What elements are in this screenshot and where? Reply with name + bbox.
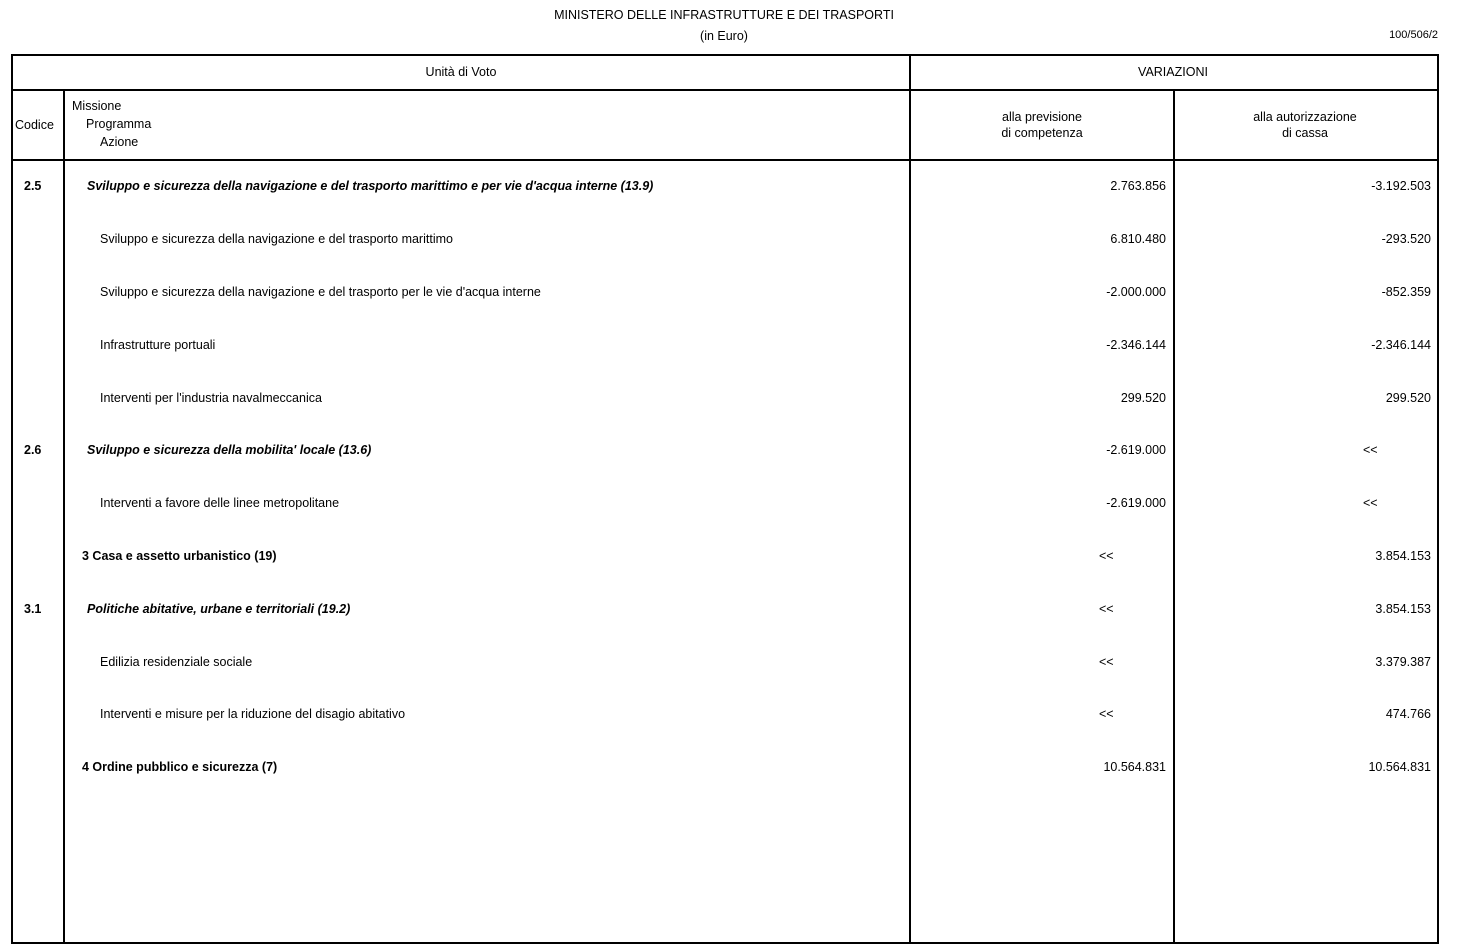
row-cassa: << xyxy=(1363,496,1378,510)
row-cassa: -293.520 xyxy=(1381,232,1431,246)
row-cassa: 3.379.387 xyxy=(1375,655,1431,669)
document-title: MINISTERO DELLE INFRASTRUTTURE E DEI TRASPORTI xyxy=(554,8,894,22)
row-competenza: -2.619.000 xyxy=(1106,496,1166,510)
row-competenza: -2.000.000 xyxy=(1106,285,1166,299)
row-label-programma: Sviluppo e sicurezza della navigazione e del trasporto marittimo e per vie d'acqua interne (13.9) xyxy=(87,179,654,193)
row-competenza: 2.763.856 xyxy=(1110,179,1166,193)
row-competenza: 6.810.480 xyxy=(1110,232,1166,246)
header-variazioni: VARIAZIONI xyxy=(1138,65,1208,79)
row-label-programma: Politiche abitative, urbane e territoriali (19.2) xyxy=(87,602,351,616)
header-divider-bottom xyxy=(11,159,1439,161)
row-competenza: << xyxy=(1099,655,1114,669)
row-label-missione: 3 Casa e assetto urbanistico (19) xyxy=(82,549,277,563)
row-cassa: 299.520 xyxy=(1385,391,1431,405)
row-cassa: 3.854.153 xyxy=(1375,602,1431,616)
row-cassa: 474.766 xyxy=(1385,707,1431,721)
row-code: 2.5 xyxy=(24,179,42,193)
row-label-azione: Interventi per l'industria navalmeccanica xyxy=(100,391,322,405)
row-competenza: 299.520 xyxy=(1120,391,1166,405)
page-reference: 100/506/2 xyxy=(1389,29,1438,41)
row-label-azione: Edilizia residenziale sociale xyxy=(100,655,253,669)
header-competenza-line2: di competenza xyxy=(1001,126,1083,140)
row-competenza: << xyxy=(1099,549,1114,563)
row-cassa: -2.346.144 xyxy=(1371,338,1431,352)
row-competenza: -2.619.000 xyxy=(1106,443,1166,457)
row-competenza: << xyxy=(1099,707,1114,721)
row-cassa: 10.564.831 xyxy=(1368,760,1431,774)
header-divider-top xyxy=(11,89,1439,91)
header-cassa-line2: di cassa xyxy=(1282,126,1328,140)
row-competenza: 10.564.831 xyxy=(1103,760,1166,774)
header-unita-di-voto: Unità di Voto xyxy=(425,65,497,79)
row-label-missione: 4 Ordine pubblico e sicurezza (7) xyxy=(82,760,278,774)
header-missione: Missione xyxy=(72,99,122,113)
header-competenza-line1: alla previsione xyxy=(1002,110,1082,124)
row-cassa: 3.854.153 xyxy=(1375,549,1431,563)
row-cassa: -3.192.503 xyxy=(1371,179,1431,193)
row-label-azione: Interventi a favore delle linee metropolitane xyxy=(100,496,340,510)
header-azione: Azione xyxy=(100,135,139,149)
row-label-azione: Sviluppo e sicurezza della navigazione e del trasporto marittimo xyxy=(100,232,453,246)
document-subtitle: (in Euro) xyxy=(700,29,748,43)
cassa-column-divider xyxy=(1173,89,1175,942)
row-label-azione: Sviluppo e sicurezza della navigazione e del trasporto per le vie d'acqua interne xyxy=(100,285,541,299)
row-competenza: -2.346.144 xyxy=(1106,338,1166,352)
row-label-azione: Infrastrutture portuali xyxy=(100,338,216,352)
header-programma: Programma xyxy=(86,117,152,131)
row-code: 3.1 xyxy=(24,602,42,616)
header-codice: Codice xyxy=(15,118,54,132)
codice-column-divider xyxy=(63,89,65,942)
header-cassa-line1: alla autorizzazione xyxy=(1253,110,1357,124)
row-code: 2.6 xyxy=(24,443,42,457)
row-label-azione: Interventi e misure per la riduzione del disagio abitativo xyxy=(100,707,406,721)
row-cassa: -852.359 xyxy=(1381,285,1431,299)
row-cassa: << xyxy=(1363,443,1378,457)
row-label-programma: Sviluppo e sicurezza della mobilita' locale (13.6) xyxy=(87,443,372,457)
row-competenza: << xyxy=(1099,602,1114,616)
